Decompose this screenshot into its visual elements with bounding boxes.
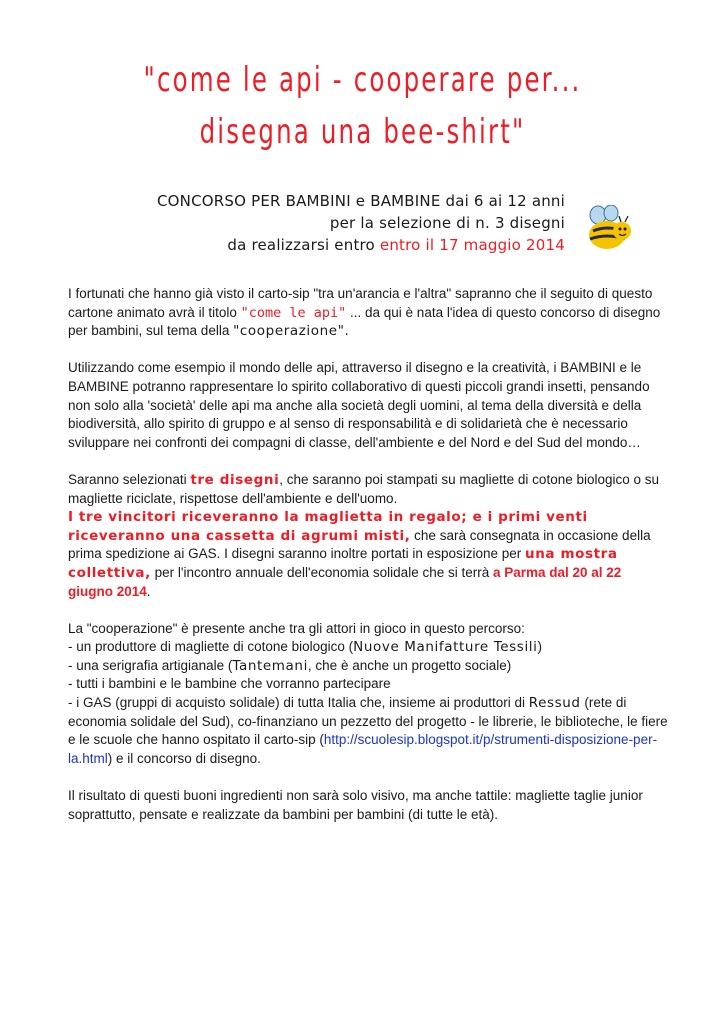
p4-i1c: ) xyxy=(537,639,542,655)
document-body xyxy=(68,285,668,843)
p1-cooperazione: "cooperazione". xyxy=(233,323,350,340)
p3-text-a: Saranno selezionati xyxy=(68,471,191,487)
title-line-1: "come le api - cooperare per... xyxy=(143,60,582,100)
p1-text-c: ... da qui è nata l'idea di questo concorso di disegno per bambini, sul tema della xyxy=(68,304,661,339)
p4-i4a: - i GAS (gruppi di acquisto solidale) di tutta Italia che, insieme ai produttori di xyxy=(68,695,529,711)
p3-parma-dates: a Parma dal 20 al 22 giugno 2014 xyxy=(68,564,622,599)
p3-prize-text: I tre vincitori riceveranno la maglietta in regalo; e i primi venti riceveranno una cassetta di agrumi misti, xyxy=(68,509,588,544)
p4-i2a: - una serigrafia artigianale ( xyxy=(68,657,233,673)
paragraph-intro xyxy=(68,285,668,341)
paragraph-conclusion: Il risultato di questi buoni ingredienti non sarà solo visivo, ma anche tattile: magliette taglie junior soprattutto, pensate e realizzate da bambini per bambini (di tutte le età). xyxy=(68,788,643,822)
deadline-date: entro il 17 maggio 2014 xyxy=(379,236,565,254)
p4-nuove-manifatture: Nuove Manifatture Tessili xyxy=(353,639,538,656)
subhead-line-1: CONCORSO PER BAMBINI e BAMBINE dai 6 ai 12 anni xyxy=(156,192,565,210)
p1-come-le-api: "come le api" xyxy=(240,304,347,321)
p4-tantemani: Tantemani xyxy=(232,657,308,674)
contest-subheading xyxy=(120,190,565,256)
list-item xyxy=(68,694,668,768)
p3-text-c: , che saranno poi stampati su magliette di cotone biologico o su magliette riciclate, rispettose dell'ambiente e dell'uomo. xyxy=(68,471,660,506)
blog-link[interactable]: http://scuolesip.blogspot.it/p/strumenti-disposizione-per-la.html xyxy=(68,732,658,766)
subhead-line-2: per la selezione di n. 3 disegni xyxy=(329,214,565,232)
p4-i4c: (rete di economia solidale del Sud), co-finanziano un pezzetto del progetto - le librerie, le biblioteche, le fiere e le scuole che hanno ospitato il carto-sip ( xyxy=(68,695,668,748)
p4-intro: La "cooperazione" è presente anche tra gli attori in gioco in questo percorso: xyxy=(68,620,525,636)
title-line-2: disegna una bee-shirt" xyxy=(199,112,526,152)
p3-text-i: . xyxy=(146,583,151,599)
p3-mostra-collettiva: una mostra collettiva, xyxy=(68,546,618,581)
p3-tre-disegni: tre disegni xyxy=(190,471,280,488)
subhead-line-3-pre: da realizzarsi entro xyxy=(227,236,380,254)
p4-ressud: Ressud xyxy=(528,695,581,712)
list-item: - tutti i bambini e le bambine che vorranno partecipare xyxy=(68,676,391,692)
paragraph-cooperation xyxy=(68,620,668,769)
paragraph-theme: Utilizzando come esempio il mondo delle api, attraverso il disegno e la creatività, i BAMBINI e le BAMBINE potranno rappresentare lo spirito collaborativo di questi piccoli grandi insetti, pensando non solo alla 'società' delle api ma anche alla società degli uomini, al tema della diversità e della biodiversità, allo spirito di gruppo e al senso di responsabilità e di solidarietà che è necessario sviluppare nei confronti dei compagni di classe, dell'ambiente e del Nord e del Sud del mondo… xyxy=(68,360,650,450)
p4-i2c: , che è anche un progetto sociale) xyxy=(307,657,512,673)
p1-text-a: I fortunati che hanno già visto il carto-sip "tra un'arancia e l'altra" sapranno che il seguito di questo cartone animato avrà il titolo xyxy=(68,286,653,320)
bee-icon xyxy=(585,205,633,251)
list-item xyxy=(68,657,668,676)
p4-i1a: - un produttore di magliette di cotone biologico ( xyxy=(68,639,354,655)
p4-i4d: ) e il concorso di disegno. xyxy=(107,750,261,766)
p3-text-e: che sarà consegnata in occasione della prima spedizione ai GAS. I disegni saranno inoltre portati in esposizione per xyxy=(68,527,651,562)
p3-text-g: per l'incontro annuale dell'economia solidale che si terrà xyxy=(150,564,493,580)
list-item xyxy=(68,638,668,657)
paragraph-prizes xyxy=(68,471,668,601)
page-title xyxy=(102,54,624,158)
subhead-line-3 xyxy=(120,234,565,256)
